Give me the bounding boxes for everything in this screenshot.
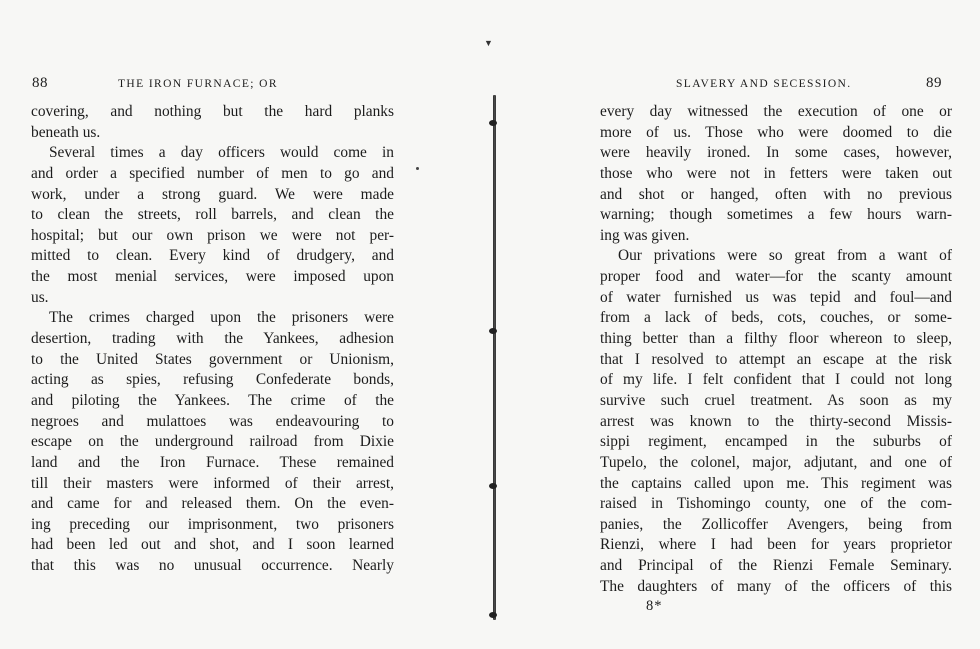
text-line: to clean the streets, roll barrels, and clean the — [31, 206, 394, 224]
text-line: survive such cruel treatment. As soon as my — [600, 391, 952, 409]
text-line: from a lack of beds, cots, couches, or some- — [600, 309, 952, 327]
text-line: and order a specified number of men to go and — [31, 164, 394, 182]
text-line: the most menial services, were imposed upon — [31, 268, 394, 286]
text-line: arrest was known to the thirty-second Missis- — [600, 412, 952, 430]
text-line: were heavily ironed. In some cases, however, — [600, 144, 952, 162]
running-head-right: SLAVERY AND SECESSION. — [676, 78, 852, 90]
text-line: warning; though sometimes a few hours warn- — [600, 206, 952, 224]
text-line: covering, and nothing but the hard planks — [31, 103, 394, 120]
text-line: us. — [31, 288, 49, 306]
text-line: desertion, trading with the Yankees, adhesion — [31, 330, 394, 348]
left-page — [0, 0, 486, 649]
text-line: beneath us. — [31, 123, 101, 141]
text-line: Several times a day officers would come in — [49, 144, 394, 162]
text-line: had been led out and shot, and I soon learned — [31, 536, 394, 554]
text-line: that this was no unusual occurrence. Nearly — [31, 557, 394, 575]
text-line: and shot or hanged, often with no previous — [600, 185, 952, 203]
text-line: and piloting the Yankees. The crime of the — [31, 391, 394, 409]
text-line: the captains called upon me. This regiment was — [600, 474, 952, 492]
text-line: to the United States government or Unionism, — [31, 350, 394, 368]
text-line: those who were not in fetters were taken out — [600, 164, 952, 182]
text-line: mitted to clean. Every kind of drudgery, and — [31, 247, 394, 265]
text-line: proper food and water—for the scanty amount — [600, 268, 952, 286]
text-line: negroes and mulattoes was endeavouring to — [31, 412, 394, 430]
text-line: and came for and released them. On the even- — [31, 495, 394, 513]
text-line: and Principal of the Rienzi Female Seminary. — [600, 557, 952, 575]
ink-speck — [416, 167, 419, 170]
signature-mark: 8* — [646, 598, 663, 614]
page-number-left: 88 — [32, 75, 48, 91]
right-page — [492, 0, 980, 649]
page-number-right: 89 — [926, 75, 942, 91]
text-line: land and the Iron Furnace. These remained — [31, 453, 394, 471]
left-body-text — [31, 102, 394, 577]
text-line: more of us. Those who were doomed to die — [600, 123, 952, 141]
text-line: work, under a strong guard. We were made — [31, 185, 394, 203]
text-line: sippi regiment, encamped in the suburbs of — [600, 433, 952, 451]
text-line: ing was given. — [600, 226, 690, 244]
text-line: escape on the underground railroad from Dixie — [31, 433, 394, 451]
text-line: acting as spies, refusing Confederate bonds, — [31, 371, 394, 389]
text-line: ing preceding our imprisonment, two prisoners — [31, 515, 394, 533]
text-line: Rienzi, where I had been for years proprietor — [600, 536, 952, 554]
text-line: hospital; but our own prison we were not per- — [31, 226, 394, 244]
text-line: Our privations were so great from a want of — [618, 247, 952, 265]
text-line: Tupelo, the colonel, major, adjutant, and one of — [600, 453, 952, 471]
text-line: thing better than a filthy floor whereon to sleep, — [600, 330, 952, 348]
binding-mark: ▼ — [484, 38, 493, 48]
text-line: of my life. I felt confident that I could not long — [600, 371, 952, 389]
right-body-text — [600, 102, 952, 597]
text-line: The crimes charged upon the prisoners were — [49, 309, 394, 327]
text-line: till their masters were informed of their arrest, — [31, 474, 394, 492]
text-line: of water furnished us was tepid and foul—and — [600, 288, 952, 306]
text-line: raised in Tishomingo county, one of the com- — [600, 495, 952, 513]
running-head-left: THE IRON FURNACE; OR — [118, 78, 278, 90]
text-line: The daughters of many of the officers of this — [600, 577, 952, 595]
text-line: that I resolved to attempt an escape at the risk — [600, 350, 952, 368]
text-line: every day witnessed the execution of one or — [600, 103, 952, 120]
text-line: panies, the Zollicoffer Avengers, being from — [600, 515, 952, 533]
